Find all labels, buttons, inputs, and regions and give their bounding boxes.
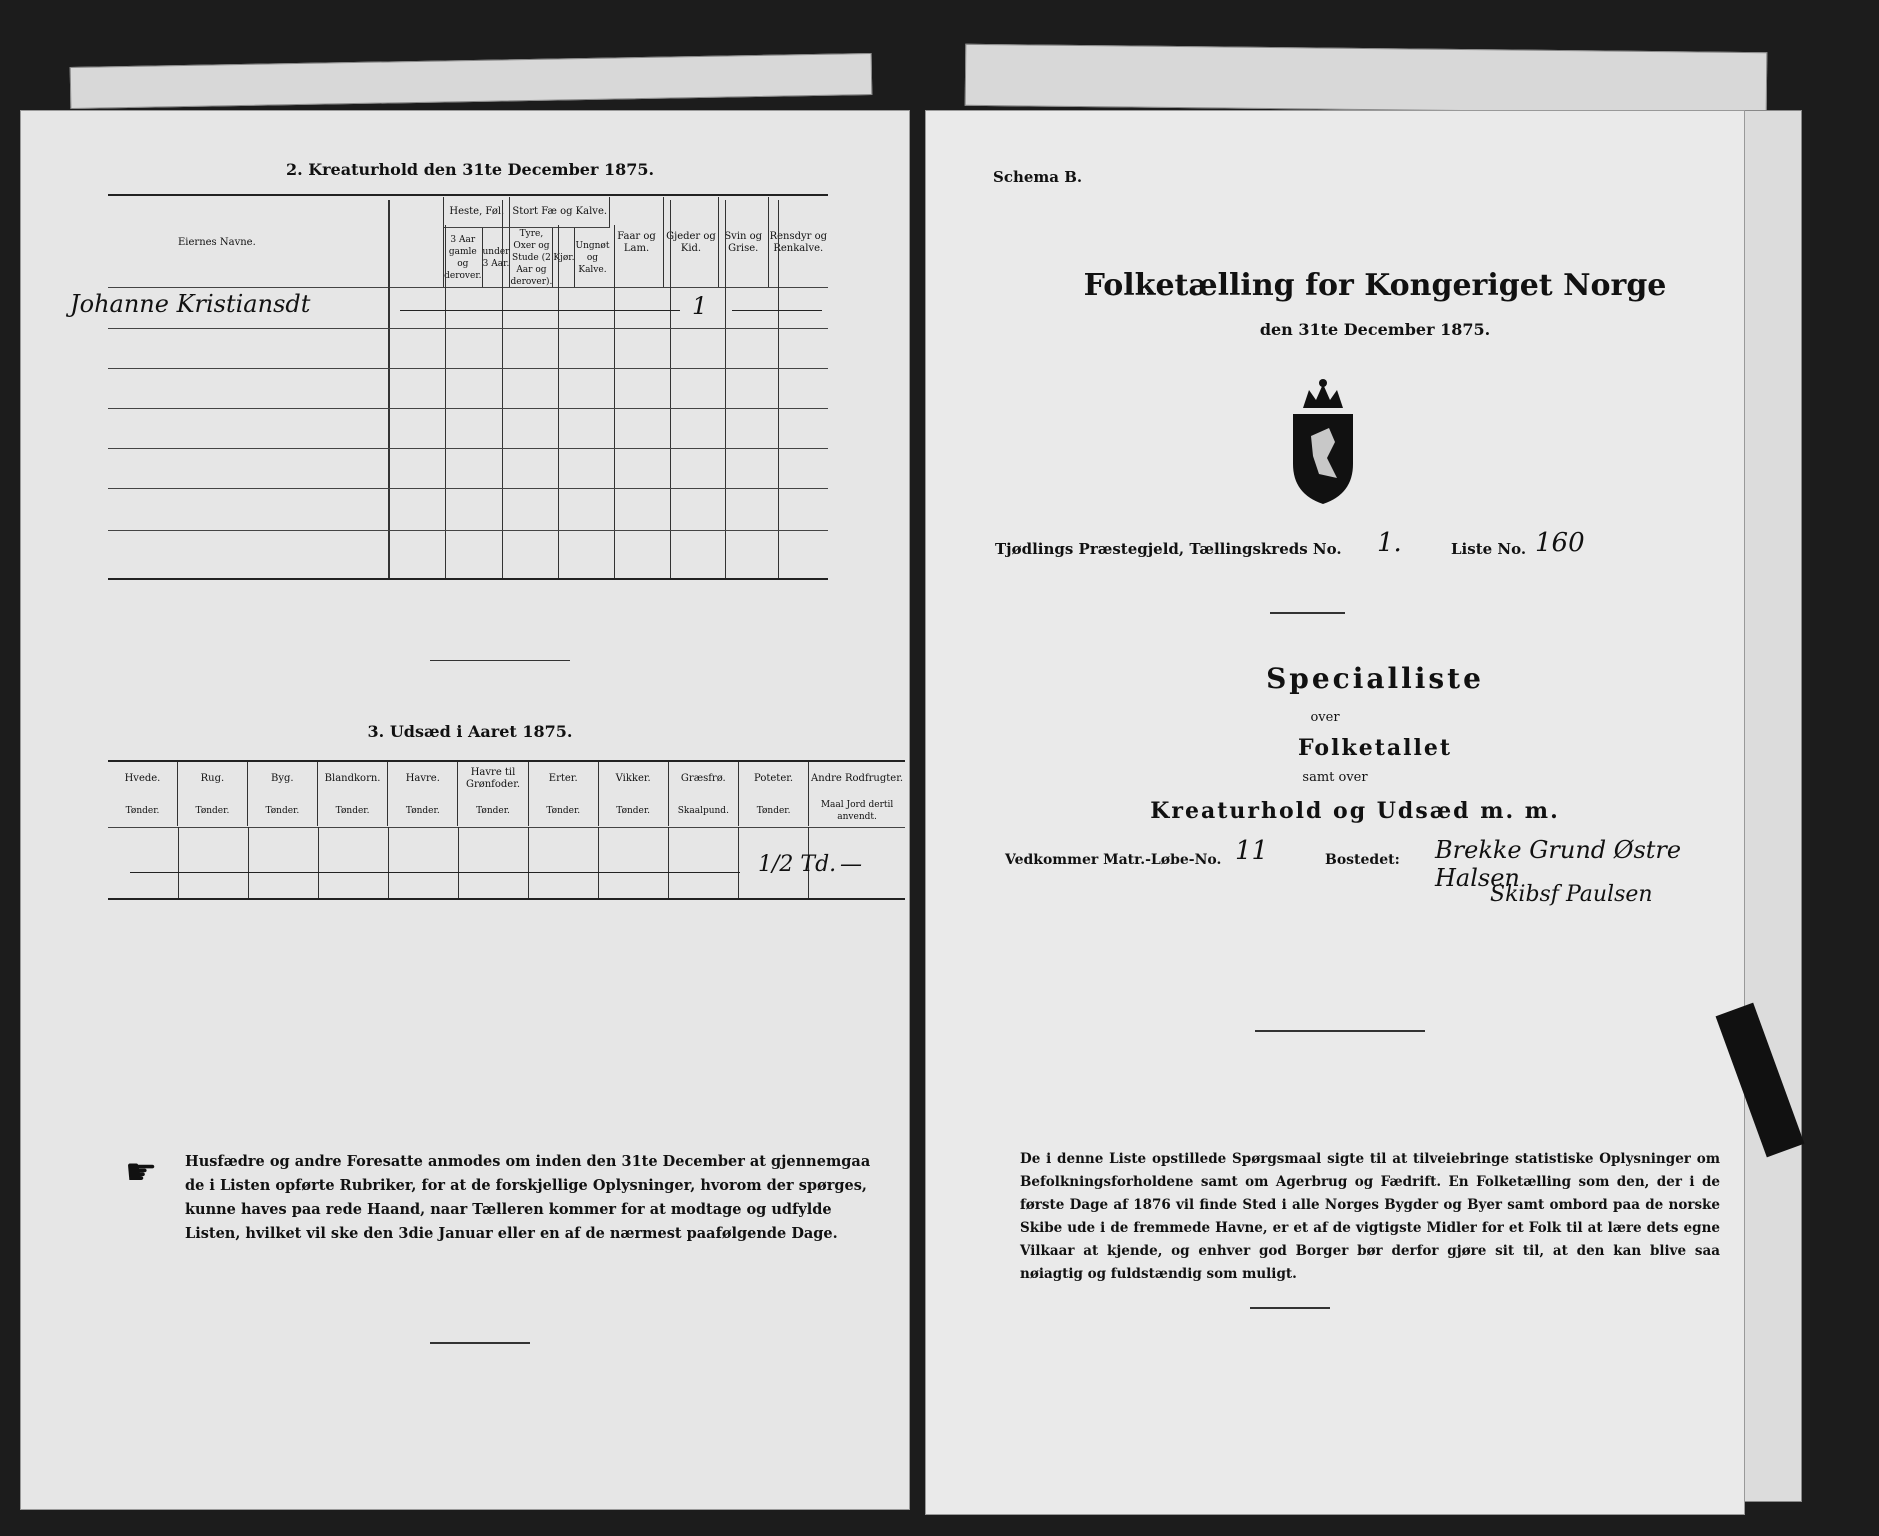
separator-middle xyxy=(1255,1030,1425,1032)
separator-top xyxy=(1270,612,1345,614)
separator-bottom-right xyxy=(1250,1307,1330,1309)
col-heste-b: under 3 Aar. xyxy=(482,228,510,289)
seed-divider xyxy=(738,827,739,898)
matr-number: 11 xyxy=(1235,836,1269,866)
andre-value: — xyxy=(840,852,862,877)
seed-divider xyxy=(458,827,459,898)
seed-divider xyxy=(178,827,179,898)
seed-divider xyxy=(248,827,249,898)
seed-col-3: Blandkorn. xyxy=(317,762,388,796)
seed-col-10: Andre Rodfrugter. xyxy=(811,773,904,784)
faar-value: 1 xyxy=(692,292,708,320)
seed-col-7: Vikker. xyxy=(598,762,668,796)
left-page xyxy=(20,110,910,1510)
seed-unit-9: Tønder. xyxy=(739,796,809,826)
livestock-table xyxy=(108,197,828,288)
page-edge-left xyxy=(70,53,873,109)
seed-col-0: Hvede. xyxy=(108,762,177,796)
bosted-line-1: Brekke Grund Østre Halsen xyxy=(1435,836,1682,892)
col-svin: Svin og Grise. xyxy=(718,197,768,288)
liste-number: 160 xyxy=(1535,528,1585,558)
seed-divider xyxy=(388,827,389,898)
seed-col-5: Havre til Grønfoder. xyxy=(458,762,529,796)
seed-col-1: Rug. xyxy=(177,762,247,796)
info-paragraph: De i denne Liste opstillede Spørgsmaal sigte til at tilveiebringe statistiske Oplysninger om Befolkningsforholdene samt om Agerbrug og Fædrift. En Folketælling som den, der i de første Dage af 1876 vil finde Sted i alle Norges Bygder og Byer samt ombord paa de norske Skibe ude i de fremmede Havne, er et af de vigtigste Midler for et Folk til at lære dets egne Vilkaar at kjende, og enhver god Borger bør derfor gjøre sit til, at den kan blive saa nøiagtig og fuldstændig som muligt. xyxy=(1020,1151,1720,1282)
kreaturhold-heading: Kreaturhold og Udsæd m. m. xyxy=(1150,798,1560,824)
kreds-number: 1. xyxy=(1377,528,1402,558)
over-1: over xyxy=(1310,710,1340,725)
notice-text: Husfædre og andre Foresatte anmodes om inden den 31te December at gjennemgaa de i Listen opførte Rubriker, for at de forskjellige Oplysninger, hvorom der spørges, kunne haves paa rede Haand, naar Tælleren kommer for at modtage og udfylde Listen, hvilket vil ske den 3die Januar eller en af de nærmest paafølgende Dage. xyxy=(185,1153,871,1242)
parish-label: Tjødlings Præstegjeld, Tællingskreds No. xyxy=(995,540,1342,558)
col-faar: Faar og Lam. xyxy=(609,197,663,288)
schema-label: Schema B. xyxy=(993,168,1083,186)
page-edge-right xyxy=(965,44,1768,114)
seed-divider xyxy=(318,827,319,898)
seed-unit-7: Tønder. xyxy=(598,796,668,826)
grp-heste: Heste, Føl. xyxy=(444,197,510,228)
separator-bottom xyxy=(430,1342,530,1344)
seed-unit-1: Tønder. xyxy=(177,796,247,826)
col-kjor: Kjør. xyxy=(553,228,575,289)
right-page xyxy=(925,110,1745,1515)
separator xyxy=(430,660,570,661)
seed-col-4: Havre. xyxy=(388,762,458,796)
seed-divider xyxy=(598,827,599,898)
poteter-value: 1/2 Td. xyxy=(758,852,837,877)
owner-name: Johanne Kristiansdt xyxy=(70,290,311,318)
seed-col-9: Poteter. xyxy=(739,762,809,796)
section3-title: 3. Udsæd i Aaret 1875. xyxy=(367,722,573,741)
specialliste-heading: Specialliste xyxy=(1266,662,1484,695)
seed-unit-10: Maal Jord dertil anvendt. xyxy=(820,800,894,822)
col-heste-a: 3 Aar gamle og derover. xyxy=(444,228,482,289)
col-rensdyr: Rensdyr og Renkalve. xyxy=(769,230,828,254)
seed-divider xyxy=(668,827,669,898)
seed-col-6: Erter. xyxy=(528,762,598,796)
seed-col-2: Byg. xyxy=(247,762,317,796)
seed-unit-3: Tønder. xyxy=(317,796,388,826)
bosted-label: Bostedet: xyxy=(1325,852,1400,868)
seed-col-8: Græsfrø. xyxy=(668,762,738,796)
dash-scribble-after-faar xyxy=(732,310,822,311)
col-owner: Eiernes Navne. xyxy=(108,197,444,288)
matr-label: Vedkommer Matr.-Løbe-No. xyxy=(1005,852,1222,868)
seed-unit-8: Skaalpund. xyxy=(668,796,738,826)
grp-stort: Stort Fæ og Kalve. xyxy=(510,197,609,228)
section2-title: 2. Kreaturhold den 31te December 1875. xyxy=(285,160,655,179)
seed-table xyxy=(108,762,905,826)
census-date: den 31te December 1875. xyxy=(1259,320,1491,339)
bosted-line-2: Skibsf Paulsen xyxy=(1490,882,1653,907)
seed-unit-6: Tønder. xyxy=(528,796,598,826)
col-ungnot: Ungnøt og Kalve. xyxy=(575,241,610,275)
seed-unit-4: Tønder. xyxy=(388,796,458,826)
dash-scribble-seed xyxy=(130,872,740,873)
coat-of-arms-icon xyxy=(1283,378,1363,508)
pointing-hand-icon: ☛ xyxy=(125,1152,158,1193)
samt-over: samt over xyxy=(1302,770,1368,785)
seed-unit-0: Tønder. xyxy=(108,796,177,826)
seed-unit-5: Tønder. xyxy=(458,796,529,826)
col-tyre: Tyre, Oxer og Stude (2 Aar og derover). xyxy=(510,229,553,287)
liste-label: Liste No. xyxy=(1451,540,1527,558)
col-gjeder: Gjeder og Kid. xyxy=(664,197,719,288)
folketallet-heading: Folketallet xyxy=(1298,735,1452,761)
page-edge-right-side xyxy=(1740,110,1802,1502)
census-title: Folketælling for Kongeriget Norge xyxy=(1083,268,1667,303)
seed-divider xyxy=(528,827,529,898)
seed-unit-2: Tønder. xyxy=(247,796,317,826)
dash-scribble-livestock xyxy=(400,310,680,311)
